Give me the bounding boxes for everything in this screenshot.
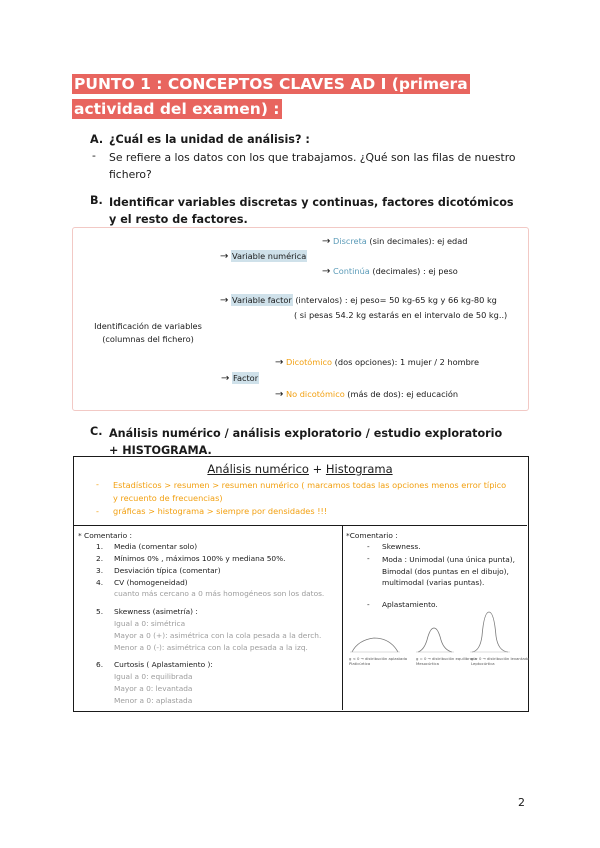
- item-3-num: 3.: [96, 566, 104, 575]
- table-title-plus: +: [308, 462, 326, 476]
- section-a-heading: ¿Cuál es la unidad de análisis? :: [109, 133, 310, 146]
- right-item-2: Moda : Unimodal (una única punta), Bimodal (dos puntas en el dibujo), multimodal (varias puntas).: [382, 555, 516, 587]
- right-item-3: Aplastamiento.: [382, 600, 438, 609]
- continua-row: [322, 266, 458, 277]
- arrow-right-icon: →: [322, 236, 331, 247]
- table-bullet-1: Estadísticos > resumen > resumen numérico ( marcamos todas las opciones menos error típico y recuento de frecuencias): [113, 480, 507, 503]
- item-6-num: 6.: [96, 660, 104, 669]
- dicotomico-label: Dicotómico: [286, 357, 333, 367]
- numerica-row: [220, 251, 307, 262]
- factor-row: [221, 373, 259, 384]
- item-1-num: 1.: [96, 542, 104, 551]
- numerica-label: Variable numérica: [232, 251, 307, 261]
- item-6-line-1: Igual a 0: equilibrada: [114, 672, 193, 681]
- var-factor-row: [220, 295, 497, 306]
- discreta-label: Discreta: [333, 236, 367, 246]
- item-2-text: Mínimos 0% , máximos 100% y mediana 50%.: [114, 554, 286, 563]
- item-6-line-3: Menor a 0: aplastada: [114, 696, 193, 705]
- right-comment-heading: *Comentario :: [346, 531, 398, 540]
- table-title: [73, 462, 527, 476]
- continua-label: Continúa: [333, 266, 370, 276]
- item-5-text: Skewness (asimetría) :: [114, 607, 198, 616]
- section-a-text: Se refiere a los datos con los que trabajamos. ¿Qué son las filas de nuestro fichero?: [109, 151, 516, 181]
- dicotomico-row: [275, 357, 479, 368]
- item-2-num: 2.: [96, 554, 104, 563]
- section-c-letter: C.: [90, 425, 103, 438]
- nodicotomico-desc: (más de dos): ej educación: [344, 389, 459, 399]
- table-title-left: Análisis numérico: [207, 462, 309, 476]
- right-item-1: Skewness.: [382, 542, 421, 551]
- arrow-right-icon: →: [221, 373, 230, 384]
- discreta-desc: (sin decimales): ej edad: [366, 236, 468, 246]
- item-5-num: 5.: [96, 607, 104, 616]
- left-comment-heading: * Comentario :: [78, 531, 133, 540]
- section-b-heading: Identificar variables discretas y continuas, factores dicotómicos y el resto de factores.: [109, 196, 514, 226]
- cv-note: cuanto más cercano a 0 más homogéneos son los datos.: [114, 589, 325, 598]
- page-number: 2: [518, 796, 525, 809]
- curve-caption-1: g < 0 → distribución aplastada Platicúrtica: [349, 656, 408, 666]
- item-4-text: CV (homogeneidad): [114, 578, 188, 587]
- page-title-block: [72, 72, 512, 122]
- dicotomico-desc: (dos opciones): 1 mujer / 2 hombre: [332, 357, 480, 367]
- arrow-right-icon: →: [322, 266, 331, 277]
- leptocurtica-curve: [472, 612, 508, 652]
- item-5-line-1: Igual a 0: simétrica: [114, 619, 186, 628]
- nodicotomico-label: No dicotómico: [286, 389, 345, 399]
- section-c-heading: Análisis numérico / análisis exploratorio / estudio exploratorio + HISTOGRAMA.: [109, 427, 503, 457]
- diagram-root-label: Identificación de variables (columnas del fichero): [94, 321, 202, 344]
- item-6-text: Curtosis ( Aplastamiento ):: [114, 660, 213, 669]
- item-5-line-2: Mayor a 0 (+): asimétrica con la cola pesada a la derch.: [114, 631, 322, 640]
- item-3-text: Desviación típica (comentar): [114, 566, 221, 575]
- section-a-letter: A.: [90, 133, 104, 146]
- bullet-dash: -: [367, 542, 370, 551]
- table-bullet-2: gráficas > histograma > siempre por densidades !!!: [113, 506, 328, 516]
- section-b-letter: B.: [90, 194, 103, 207]
- curve-caption-3: g > 0 → distribución levantada Leptocúrtica: [471, 656, 530, 666]
- section-a-dash: -: [92, 149, 96, 162]
- arrow-right-icon: →: [275, 357, 284, 368]
- item-6-line-2: Mayor a 0: levantada: [114, 684, 193, 693]
- discreta-row: [322, 236, 467, 247]
- curve-caption-2: g = 0 → distribución equilibrada Mesocúrtica: [416, 656, 477, 666]
- bullet-dash: -: [96, 506, 99, 516]
- table-divider-vertical: [342, 525, 343, 710]
- var-factor-label: Variable factor: [232, 295, 292, 305]
- bullet-dash: -: [367, 600, 370, 609]
- arrow-right-icon: →: [220, 251, 229, 262]
- item-1-text: Media (comentar solo): [114, 542, 198, 551]
- table-divider-horizontal: [73, 525, 527, 526]
- factor-label: Factor: [233, 373, 259, 383]
- arrow-right-icon: →: [220, 295, 229, 306]
- item-5-line-3: Menor a 0 (-): asimétrica con la cola pesada a la izq.: [114, 643, 308, 652]
- bullet-dash: -: [367, 554, 370, 563]
- var-factor-note: ( si pesas 54.2 kg estarás en el intervalo de 50 kg..): [294, 310, 508, 320]
- platicurtica-curve: [352, 638, 398, 652]
- mesocurtica-curve: [418, 628, 452, 652]
- item-4-num: 4.: [96, 578, 104, 587]
- var-factor-desc: (intervalos) : ej peso= 50 kg-65 kg y 66 kg-80 kg: [292, 295, 497, 305]
- continua-desc: (decimales) : ej peso: [369, 266, 458, 276]
- bullet-dash: -: [96, 479, 99, 489]
- table-title-right: Histograma: [325, 462, 393, 476]
- page-title: PUNTO 1 : CONCEPTOS CLAVES AD I (primera actividad del examen) :: [74, 75, 468, 118]
- nodicotomico-row: [275, 389, 458, 400]
- arrow-right-icon: →: [275, 389, 284, 400]
